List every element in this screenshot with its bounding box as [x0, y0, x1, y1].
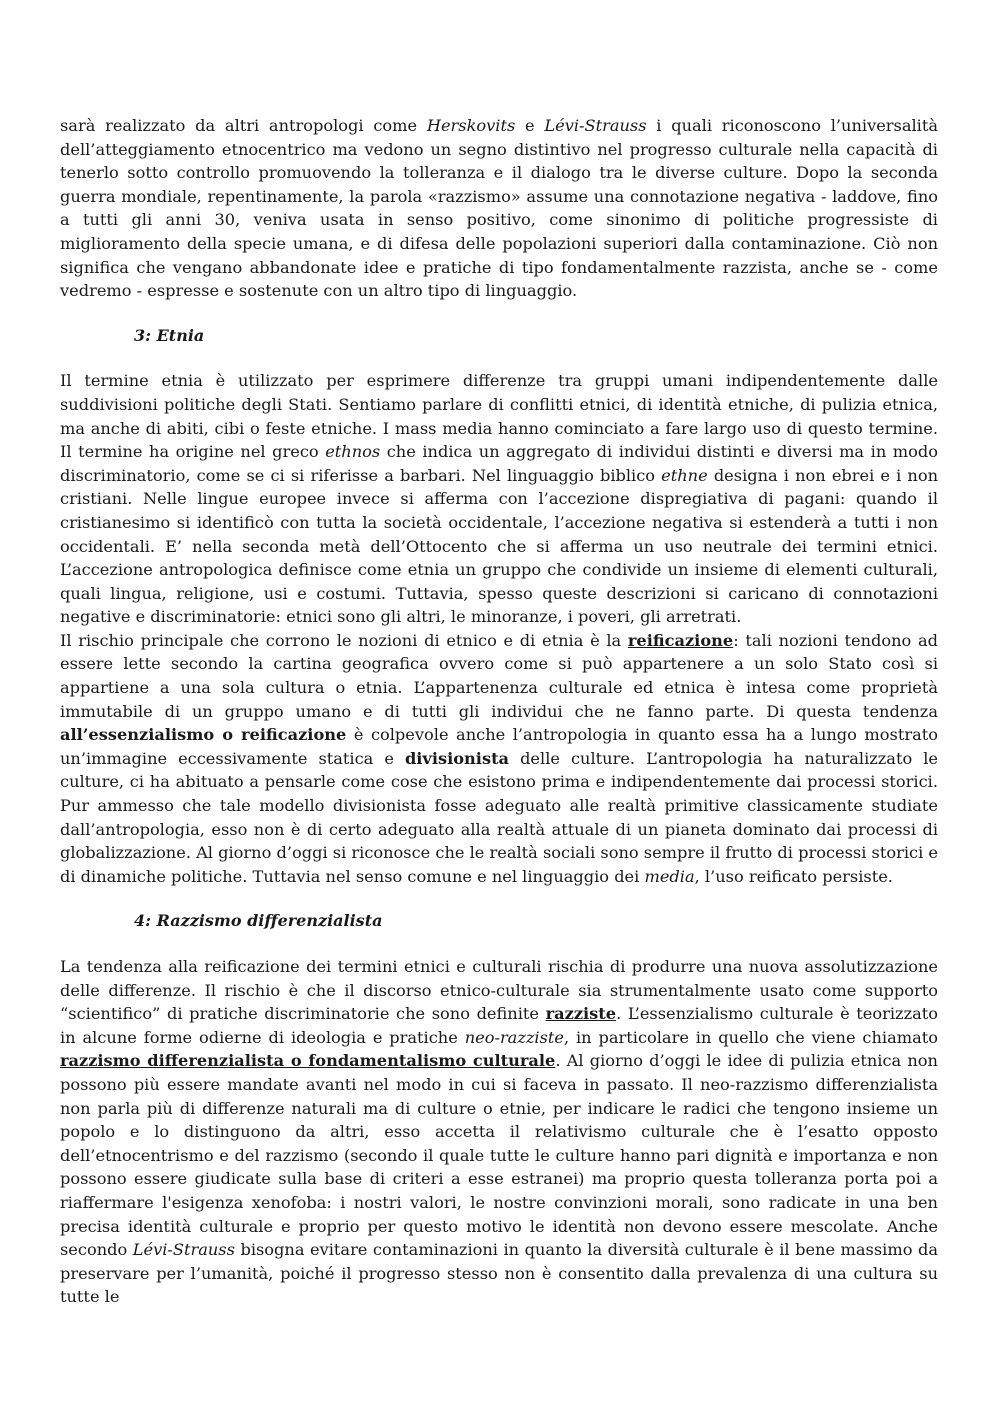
- etnia-paragraph-definition: [60, 369, 938, 629]
- italic-term: Herskovits: [426, 116, 516, 135]
- text-run: che indica un aggregato di individui distinti e diversi ma in modo discriminatorio, come se ci si riferisse a barbari. Nel linguaggio biblico: [60, 442, 938, 485]
- razzismo-differenzialista-paragraph: [60, 955, 938, 1309]
- text-run: , in particolare in quello che viene chiamato: [563, 1027, 938, 1047]
- text-run: . Al giorno d’oggi le idee di pulizia etnica non possono più essere mandate avanti nel modo in cui si faceva in passato. Il neo-razzismo differenzialista non parla più di differenze naturali ma di culture o etnie, per indicare le radici che tengono insieme un popolo e lo distinguono da altri, esso accetta il relativismo culturale che è l’esatto opposto dell’etnocentrismo e del razzismo (secondo il quale tutte le culture hanno pari dignità e importanza e non possono essere giudicate sulla base di criteri a esse estranei) ma proprio questa tolleranza porta poi a riaffermare l'esigenza xenofoba: i nostri valori, le nostre convinzioni morali, sono radicate in una ben precisa identità culturale e proprio per questo motivo le identità non devono essere mescolate. Anche secondo: [60, 1051, 938, 1260]
- text-run: : tali nozioni tendono ad essere lette secondo la cartina geografica ovvero come si può appartenere a un solo Stato così si appartiene a una sola cultura o etnia. L’appartenenza culturale ed etnica è intesa come proprietà immutabile di un gruppo umano e di tutti gli individui che ne fanno parte. Di questa tendenza: [60, 630, 938, 721]
- text-run: designa i non ebrei e i non cristiani. Nelle lingue europee invece si afferma con l’accezione dispregiativa di pagani: quando il cristianesimo si identificò con tutta la società occidentale, l’accezione negativa si estenderà a tutti i non occidentali. E’ nella seconda metà dell’Ottocento che si afferma un uso neutrale dei termini etnici. L’accezione antropologica definisce come etnia un gruppo che condivide un insieme di elementi culturali, quali lingua, religione, usi e costumi. Tuttavia, spesso queste descrizioni si caricano di connotazioni negative e discriminatorie: etnici sono gli altri, le minoranze, i poveri, gli arretrati.: [60, 465, 939, 627]
- text-run: . L’essenzialismo culturale è teorizzato in alcune forme odierne di ideologia e pratiche: [60, 1004, 938, 1047]
- italic-term: Lévi-Strauss: [544, 116, 647, 135]
- text-run: delle culture. L’antropologia ha naturalizzato le culture, ci ha abituato a pensarle come cose che esistono prima e indipendentemente dai processi storici. Pur ammesso che tale modello divisionista fosse adeguato alle realtà primitive classicamente studiate dall’antropologia, esso non è di certo adeguato alla realtà attuale di un pianeta dominato dai processi di globalizzazione. Al giorno d’oggi si riconosce che le realtà sociali sono sempre il frutto di processi storici e di dinamiche politiche. Tuttavia nel senso comune e nel linguaggio dei: [60, 748, 938, 886]
- italic-term: Lévi-Strauss: [132, 1240, 235, 1260]
- italic-term: ethnos: [325, 442, 381, 462]
- text-run: La tendenza alla reificazione dei termini etnici e culturali rischia di produrre una nuova assolutizzazione delle differenze. Il rischio è che il discorso etnico-culturale sia strumentalmente usato come supporto “scientifico” di pratiche discriminatorie che sono definite: [60, 957, 938, 1024]
- text-run: e: [515, 116, 545, 135]
- text-run: i quali riconoscono l’universalità dell’atteggiamento etnocentrico ma vedono un segno distintivo nel progresso culturale nella capacità di tenerlo sotto controllo promuovendo la tolleranza e il dialogo tra le diverse culture. Dopo la seconda guerra mondiale, repentinamente, la parola «razzismo» assume una connotazione negativa - laddove, fino a tutti gli anni 30, veniva usata in senso positivo, come sinonimo di politiche progressiste di miglioramento della specie umana, e di difesa delle popolazioni superiori dalla contaminazione. Ciò non significa che vengano abbandonate idee e pratiche di tipo fondamentalmente razzista, anche se - come vedremo - espresse e sostenute con un altro tipo di linguaggio.: [60, 116, 939, 301]
- text-run: Il rischio principale che corrono le nozioni di etnico e di etnia è la: [60, 630, 628, 650]
- section-heading-etnia: 3: Etnia: [134, 325, 205, 345]
- underlined-term: razziste: [545, 1004, 617, 1024]
- bold-term: all’essenzialismo o reificazione: [60, 725, 347, 745]
- section-heading-razzismo-differenzialista: 4: Razzismo differenzialista: [134, 911, 383, 931]
- text-run: Il termine etnia è utilizzato per esprimere differenze tra gruppi umani indipendentemente dalle suddivisioni politiche degli Stati. Sentiamo parlare di conflitti etnici, di identità etniche, di pulizia etnica, ma anche di abiti, cibi o feste etniche. I mass media hanno cominciato a fare largo uso di questo termine. Il termine ha origine nel greco: [60, 371, 938, 462]
- underlined-term: razzismo differenzialista o fondamentalismo culturale: [60, 1051, 556, 1071]
- italic-term: ethne: [661, 465, 708, 485]
- italic-term: media: [644, 866, 695, 886]
- text-run: , l’uso reificato persiste.: [694, 866, 893, 886]
- text-run: bisogna evitare contaminazioni in quanto la diversità culturale è il bene massimo da preservare per l’umanità, poiché il progresso stesso non è consentito dalla prevalenza di una cultura su tutte le: [60, 1240, 938, 1307]
- text-run: è colpevole anche l’antropologia in quanto essa ha a lungo mostrato un’immagine eccessivamente statica e: [60, 725, 938, 768]
- document-page: [60, 114, 938, 1309]
- text-run: sarà realizzato da altri antropologi come: [60, 116, 427, 135]
- etnia-paragraph-reification: [60, 629, 938, 889]
- intro-paragraph: [60, 114, 938, 303]
- underlined-term: reificazione: [627, 630, 734, 650]
- italic-term: neo-razziste: [464, 1027, 564, 1047]
- bold-term: divisionista: [404, 748, 510, 768]
